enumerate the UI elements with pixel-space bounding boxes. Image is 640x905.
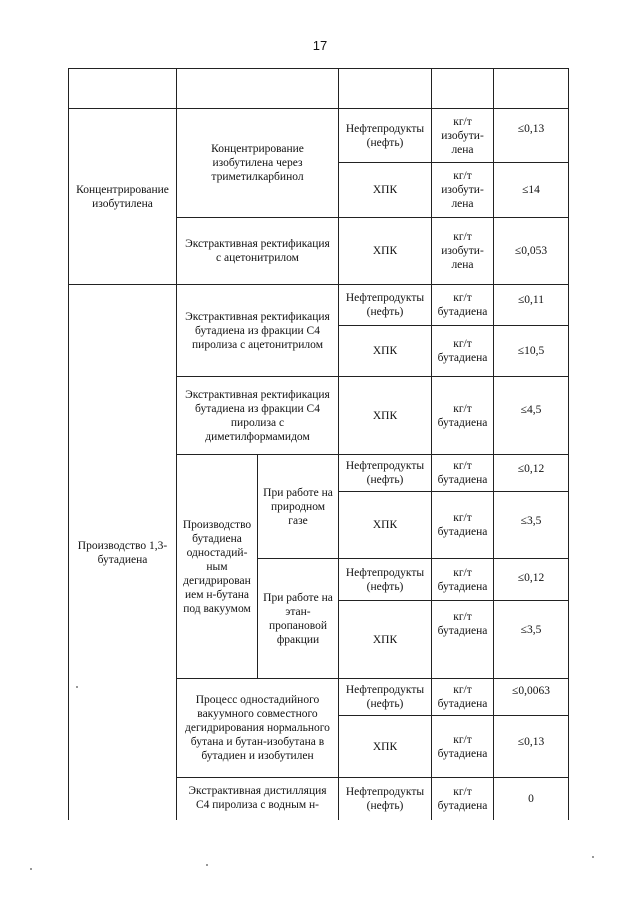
scan-speck	[30, 868, 32, 870]
unit-butadiene: кг/т бутадиена	[437, 684, 488, 710]
substance-oil: Нефтепродукты (нефть)	[345, 566, 425, 593]
unit-butadiene: кг/т бутадиена	[437, 733, 488, 760]
unit-butadiene: кг/т бутадиена	[437, 610, 488, 637]
value-cell: ≤0,13	[517, 123, 545, 135]
unit-butadiene: кг/т бутадиена	[437, 460, 488, 486]
scan-speck	[592, 856, 594, 858]
value-cell: ≤0,12	[517, 572, 545, 584]
substance-cod: ХПК	[372, 245, 398, 257]
unit-butadiene: кг/т бутадиена	[437, 292, 488, 318]
value-cell: ≤0,053	[514, 245, 548, 257]
unit-butadiene: кг/т бутадиена	[437, 402, 488, 429]
tech-dimethylformamide: Экстрактивная ректификация бутадиена из фракции С4 пиролиза с диметилформамидом	[185, 388, 330, 443]
substance-oil: Нефтепродукты (нефть)	[345, 460, 425, 486]
substance-cod: ХПК	[372, 633, 398, 646]
unit-isobutylene: кг/т изобути- лена	[441, 115, 484, 156]
tech-trimethylcarbinol: Концентрирование изобутилена через триметилкарбинол	[211, 143, 304, 183]
substance-oil: Нефтепродукты (нефть)	[345, 292, 425, 318]
unit-isobutylene: кг/т изобути- лена	[441, 231, 484, 271]
value-cell: ≤10,5	[517, 345, 545, 357]
unit-butadiene: кг/т бутадиена	[437, 338, 488, 364]
process-isobutylene-concentration: Концентрирование изобутилена	[76, 183, 169, 210]
tech-acetonitrile-isobutylene: Экстрактивная ректификация с ацетонитрилом	[185, 238, 330, 264]
substance-oil: Нефтепродукты (нефть)	[345, 122, 425, 149]
value-cell: ≤3,5	[520, 515, 542, 527]
substance-cod: ХПК	[372, 519, 398, 531]
unit-butadiene: кг/т бутадиена	[437, 512, 488, 538]
unit-isobutylene: кг/т изобути- лена	[441, 170, 484, 210]
process-butadiene-production: Производство 1,3- бутадиена	[77, 539, 168, 566]
unit-butadiene: кг/т бутадиена	[437, 566, 488, 593]
value-cell: ≤0,12	[517, 463, 545, 475]
value-cell: ≤3,5	[520, 624, 542, 636]
substance-cod: ХПК	[372, 345, 398, 357]
substance-cod: ХПК	[372, 184, 398, 196]
value-cell: ≤0,13	[517, 736, 545, 748]
value-cell: ≤0,0063	[512, 685, 550, 697]
tech-one-stage-dehydrogenation: Производство бутадиена одностадий- ным дегидрирован ием н-бутана под вакуумом	[182, 518, 252, 615]
substance-cod: ХПК	[372, 740, 398, 753]
scan-speck	[76, 686, 78, 688]
tech-joint-vacuum-dehydrogenation: Процесс одностадийного вакуумного совместного дегидрирования нормального бутана и бутан-изобутана в бутадиен и изобутилен	[185, 694, 330, 762]
value-cell: 0	[528, 793, 534, 805]
scan-speck	[206, 864, 208, 866]
tech-ethane-propane: При работе на этан- пропановой фракции	[263, 591, 333, 646]
substance-cod: ХПК	[372, 409, 398, 422]
value-cell: ≤4,5	[520, 404, 542, 416]
tech-acetonitrile-butadiene: Экстрактивная ректификация бутадиена из фракции С4 пиролиза с ацетонитрилом	[185, 310, 330, 351]
value-cell: ≤14	[522, 184, 540, 196]
substance-oil: Нефтепродукты (нефть)	[345, 684, 425, 710]
substance-oil: Нефтепродукты (нефть)	[345, 786, 425, 812]
table-border-right	[568, 68, 569, 820]
value-cell: ≤0,11	[517, 294, 544, 306]
tech-extractive-distillation: Экстрактивная дистилляция С4 пиролиза с водным н-	[188, 785, 327, 811]
tech-natural-gas: При работе на природном газе	[263, 486, 333, 527]
unit-butadiene: кг/т бутадиена	[437, 786, 488, 812]
page-number: 17	[312, 38, 328, 53]
